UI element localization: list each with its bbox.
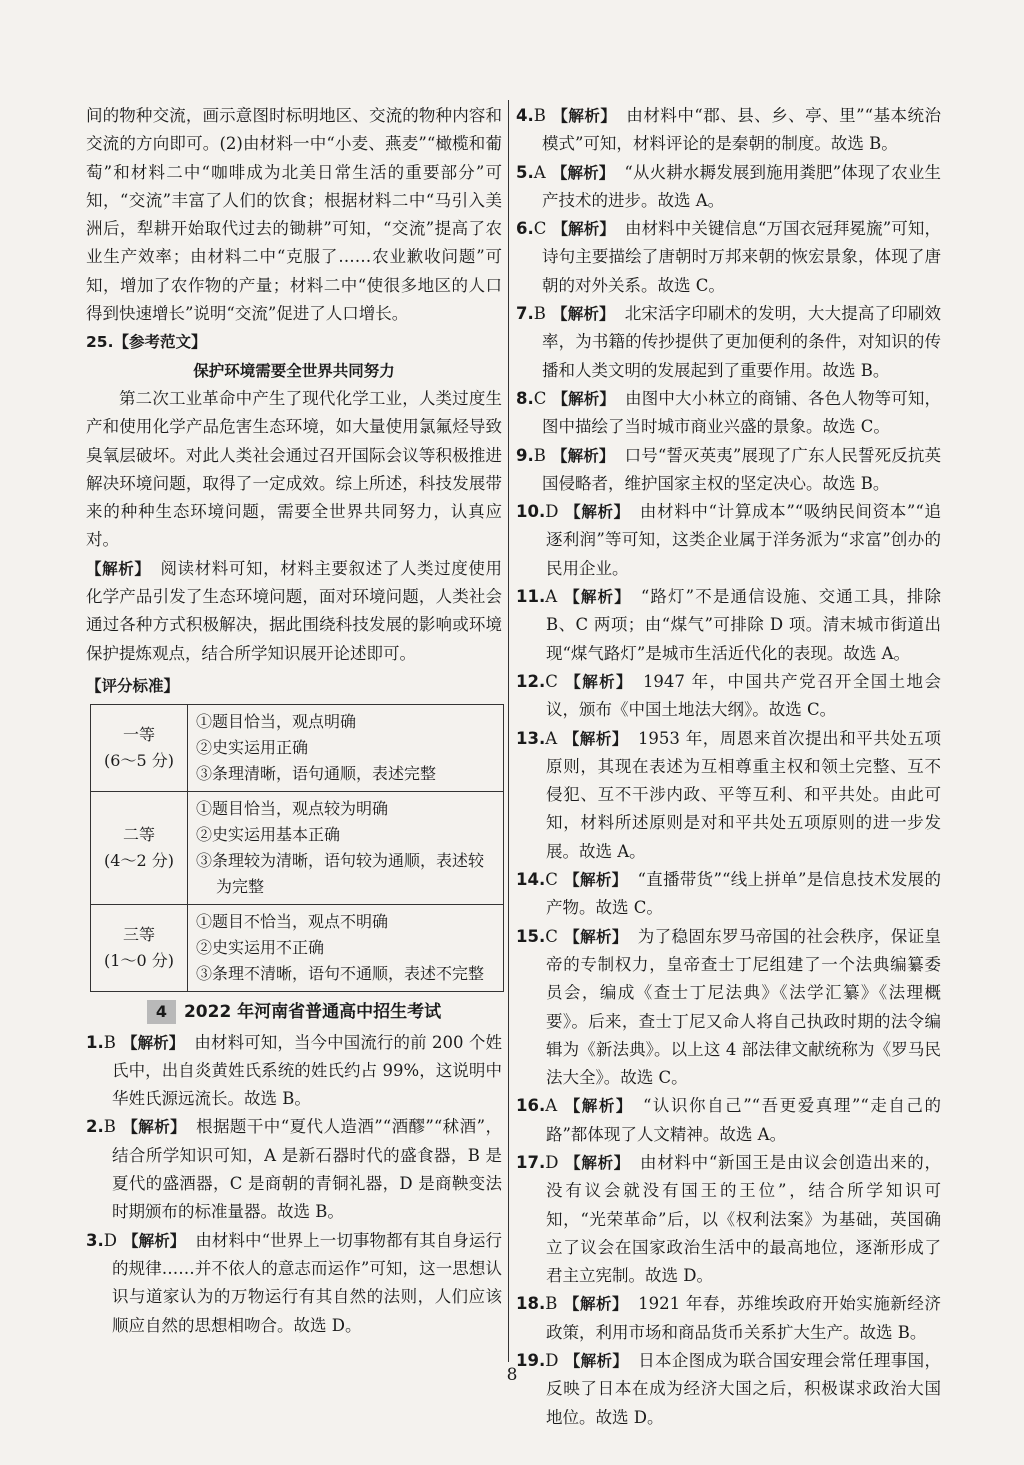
answer-number: 9. xyxy=(516,445,534,465)
analysis-tag: 【解析】 xyxy=(551,163,615,182)
answer-number: 7. xyxy=(516,304,534,324)
answer-choice: D xyxy=(103,1230,117,1250)
answer-text: 口号“誓灭英夷”展现了广东人民誓死反抗英国侵略者，维护国家主权的坚定决心。故选 B。 xyxy=(542,445,941,493)
rubric-criterion: ①题目不恰当，观点不明确 xyxy=(196,912,389,932)
answer-text: 1947 年，中国共产党召开全国土地会议，颁布《中国土地法大纲》。故选 C。 xyxy=(546,671,941,720)
answer-text: 为了稳固东罗马帝国的社会秩序，保证皇帝的专制权力，皇帝查士丁尼组建了一个法典编纂委员会，编成《查士丁尼法典》《法学汇纂》《法理概要》。后来，查士丁尼又命人将自己执政时期的法令编辑为《新法典》。以上这 4 部法律文献统称为《罗马民法大全》。故选 C。 xyxy=(546,926,941,1088)
rubric-criteria-cell xyxy=(188,792,504,905)
answer-item xyxy=(516,1092,941,1149)
rubric-criterion: ①题目恰当，观点较为明确 xyxy=(196,799,389,819)
answer-choice: C xyxy=(533,388,547,408)
answer-text: 根据题干中“夏代人造酒”“酒醪”“秫酒”，结合所学知识可知，A 是新石器时代的盛食器，B 是夏代的盛酒器，C 是商朝的青铜礼器，D 是商鞅变法时期颁布的标准量器。故选 B。 xyxy=(112,1117,502,1222)
answer-text: 由材料中“郡、县、乡、亭、里”“基本统治模式”可知，材料评论的是秦朝的制度。故选 B。 xyxy=(542,106,941,154)
answer-text: 1953 年，周恩来首次提出和平共处五项原则，其现在表述为互相尊重主权和领土完整、互不侵犯、互不干涉内政、平等互利、和平共处。由此可知，材料所述原则是对和平共处五项原则的进一步发展。故选 A。 xyxy=(546,728,941,861)
essay-title: 保护环境需要全世界共同努力 xyxy=(193,361,395,380)
answer-number: 19. xyxy=(516,1351,546,1371)
answer-item xyxy=(86,1227,502,1340)
left-column xyxy=(86,102,502,1340)
answer-number: 11. xyxy=(516,587,546,607)
analysis-tag: 【解析】 xyxy=(564,1352,629,1371)
analysis-tag: 【解析】 xyxy=(552,389,616,408)
answer-item xyxy=(516,1149,941,1290)
analysis-tag: 【解析】 xyxy=(564,503,630,522)
analysis-tag: 【解析】 xyxy=(551,107,617,125)
answer-number: 18. xyxy=(516,1294,546,1314)
answer-item xyxy=(516,159,941,216)
answer-choice: D xyxy=(545,1351,559,1371)
analysis-tag: 【解析】 xyxy=(551,305,615,324)
answer-text: 日本企图成为联合国安理会常任理事国，反映了日本在成为经济大国之后，积极谋求政治大国地位。故选 D。 xyxy=(546,1351,941,1427)
answer-item xyxy=(516,442,941,499)
answer-text: “直播带货”“线上拼单”是信息技术发展的产物。故选 C。 xyxy=(546,870,941,918)
answer-number: 10. xyxy=(516,502,546,522)
answer-number: 2. xyxy=(86,1117,104,1137)
rubric-level-cell xyxy=(91,792,188,905)
analysis-tag: 【解析】 xyxy=(121,1033,185,1052)
answer-choice: B xyxy=(533,106,546,125)
answer-item xyxy=(516,866,941,923)
answer-item xyxy=(516,1347,941,1432)
rubric-criterion: ①题目恰当，观点明确 xyxy=(196,712,357,732)
rubric-criterion: ③条理较为清晰，语句较为通顺，表述较为完整 xyxy=(196,851,485,897)
rubric-criterion: ②史实运用不正确 xyxy=(196,938,325,958)
answer-item xyxy=(516,583,941,668)
analysis-tag: 【解析】 xyxy=(552,220,615,239)
section-title: 2022 年河南省普通高中招生考试 xyxy=(183,1002,442,1023)
answer-text: 由材料中“计算成本”“吸纳民间资本”“追逐利润”等可知，这类企业属于洋务派为“求富”创办的民用企业。 xyxy=(546,502,941,578)
answer-number: 4. xyxy=(516,106,534,125)
analysis-tag: 【解析】 xyxy=(86,559,151,578)
rubric-level-cell xyxy=(91,905,188,992)
analysis-tag: 【解析】 xyxy=(563,672,633,691)
answer-choice: C xyxy=(545,926,558,946)
answer-item xyxy=(516,498,941,583)
analysis-tag: 【解析】 xyxy=(564,1153,631,1172)
rubric-criterion: ③条理不清晰，语句不通顺，表述不完整 xyxy=(196,964,485,984)
answer-choice: B xyxy=(533,304,546,324)
answer-choice: B xyxy=(545,1294,558,1314)
rubric-level-cell xyxy=(91,705,188,792)
page-number: 8 xyxy=(506,1365,518,1385)
rubric-score: (1～0 分) xyxy=(104,951,174,971)
answer-item xyxy=(516,725,941,866)
column-divider xyxy=(508,100,509,1362)
answer-number: 5. xyxy=(516,162,534,182)
answer-text: 由材料中“世界上一切事物都有其自身运行的规律……并不依人的意志而运作”可知，这一思想认识与道家认为的万物运行有其自然的法则，人们应该顺应自然的思想相吻合。故选 D。 xyxy=(112,1230,502,1335)
answer-choice: D xyxy=(545,502,559,522)
essay-analysis xyxy=(86,555,502,668)
answer-choice: A xyxy=(533,162,546,182)
answer-item xyxy=(516,215,941,300)
answer-number: 6. xyxy=(516,219,534,239)
rubric-criterion: ②史实运用基本正确 xyxy=(196,825,341,845)
answer-choice: B xyxy=(103,1117,116,1137)
analysis-tag: 【解析】 xyxy=(563,927,628,946)
answer-choice: C xyxy=(533,219,547,239)
answer-number: 13. xyxy=(516,728,546,748)
answer-item xyxy=(516,102,941,159)
rubric-row xyxy=(91,905,504,992)
answer-item xyxy=(516,668,941,725)
answer-item xyxy=(86,1029,502,1114)
rubric-row xyxy=(91,705,504,792)
answer-item xyxy=(86,1113,502,1226)
rubric-criterion: ②史实运用正确 xyxy=(196,738,309,758)
answer-text: “路灯”不是通信设施、交通工具，排除 B、C 两项；由“煤气”可排除 D 项。清末城市街道出现“煤气路灯”是城市生活近代化的表现。故选 A。 xyxy=(546,587,941,663)
answer-choice: B xyxy=(103,1032,116,1052)
section-number: 4 xyxy=(147,1000,176,1024)
analysis-text: 阅读材料可知，材料主要叙述了人类过度使用化学产品引发了生态环境问题，面对环境问题，人类社会通过各种方式积极解决，据此围绕科技发展的影响或环境保护提炼观点，结合所学知识展开论述即可。 xyxy=(86,558,502,663)
q25-label: 25.【参考范文】 xyxy=(86,333,207,352)
analysis-tag: 【解析】 xyxy=(551,446,615,465)
rubric-score: (6～5 分) xyxy=(104,751,174,771)
answer-text: 1921 年春，苏维埃政府开始实施新经济政策，利用市场和商品货币关系扩大生产。故选 B。 xyxy=(546,1294,941,1342)
answer-number: 16. xyxy=(516,1096,546,1116)
continued-paragraph: 间的物种交流，画示意图时标明地区、交流的物种内容和交流的方向即可。(2)由材料一中“小麦、燕麦”“橄榄和葡萄”和材料二中“咖啡成为北美日常生活的重要部分”可知，“交流”丰富了人们的饮食；根据材料二中“马引入美洲后，犁耕开始取代过去的锄耕”可知，“交流”提高了农业生产效率；由材料二中“克服了……农业歉收问题”可知，增加了农作物的产量；材料二中“使很多地区的人口得到快速增长”说明“交流”促进了人口增长。 xyxy=(86,106,502,324)
analysis-tag: 【解析】 xyxy=(563,871,628,890)
answer-text: “认识你自己”“吾更爱真理”“走自己的路”都体现了人文精神。故选 A。 xyxy=(546,1096,941,1144)
analysis-tag: 【解析】 xyxy=(122,1231,186,1250)
right-column xyxy=(516,102,941,1432)
answer-text: 由材料中关键信息“万国衣冠拜冕旒”可知，诗句主要描绘了唐朝时万邦来朝的恢宏景象，体现了唐朝的对外关系。故选 C。 xyxy=(542,219,941,295)
answer-number: 3. xyxy=(86,1230,104,1250)
analysis-tag: 【解析】 xyxy=(121,1118,187,1137)
analysis-tag: 【解析】 xyxy=(563,1295,629,1314)
rubric-level: 三等 xyxy=(122,925,155,945)
answer-item xyxy=(516,1290,941,1347)
answer-number: 12. xyxy=(516,671,546,691)
answer-item xyxy=(516,300,941,385)
section-heading xyxy=(86,998,502,1026)
analysis-tag: 【解析】 xyxy=(563,729,628,748)
answer-item xyxy=(516,385,941,442)
answer-number: 17. xyxy=(516,1152,546,1172)
analysis-tag: 【解析】 xyxy=(563,588,631,607)
rubric-level: 一等 xyxy=(122,725,155,745)
rubric-label: 【评分标准】 xyxy=(86,676,180,695)
answer-number: 8. xyxy=(516,388,534,408)
answer-choice: C xyxy=(545,671,558,691)
answer-text: 由图中大小林立的商铺、各色人物等可知，图中描绘了当时城市商业兴盛的景象。故选 C。 xyxy=(542,388,941,437)
answer-item xyxy=(516,923,941,1093)
rubric-criteria-cell xyxy=(188,905,504,992)
answer-number: 14. xyxy=(516,870,546,890)
answer-number: 15. xyxy=(516,926,546,946)
answer-choice: C xyxy=(545,870,558,890)
answer-choice: D xyxy=(545,1152,559,1172)
rubric-table xyxy=(90,704,504,992)
answer-choice: B xyxy=(533,445,546,465)
answer-choice: A xyxy=(545,1096,558,1116)
analysis-tag: 【解析】 xyxy=(563,1097,633,1116)
rubric-criterion: ③条理清晰，语句通顺，表述完整 xyxy=(196,764,437,784)
answer-text: 由材料可知，当今中国流行的前 200 个姓氏中，出自炎黄姓氏系统的姓氏约占 99%，这说明中华姓氏源远流长。故选 B。 xyxy=(112,1032,502,1109)
answer-text: “从火耕水耨发展到施用粪肥”体现了农业生产技术的进步。故选 A。 xyxy=(542,162,941,210)
rubric-level: 二等 xyxy=(122,825,155,845)
rubric-row xyxy=(91,792,504,905)
answer-number: 1. xyxy=(86,1032,104,1052)
rubric-score: (4～2 分) xyxy=(104,851,174,871)
essay-body: 第二次工业革命中产生了现代化学工业，人类过度生产和使用化学产品危害生态环境，如大量使用氯氟烃导致臭氧层破坏。对此人类社会通过召开国际会议等积极推进解决环境问题，取得了一定成效。综上所述，科技发展带来的种种生态环境问题，需要全世界共同努力，认真应对。 xyxy=(86,388,502,550)
rubric-criteria-cell xyxy=(188,705,504,792)
answer-text: 由材料中“新国王是由议会创造出来的，没有议会就没有国王的王位”，结合所学知识可知，“光荣革命”后，以《权利法案》为基础，英国确立了议会在国家政治生活中的最高地位，逐渐形成了君主立宪制。故选 D。 xyxy=(546,1152,941,1286)
answer-choice: A xyxy=(545,587,558,607)
answer-text: 北宋活字印刷术的发明，大大提高了印刷效率，为书籍的传抄提供了更加便利的条件，对知识的传播和人类文明的发展起到了重要作用。故选 B。 xyxy=(542,304,941,380)
answer-choice: A xyxy=(545,728,558,748)
